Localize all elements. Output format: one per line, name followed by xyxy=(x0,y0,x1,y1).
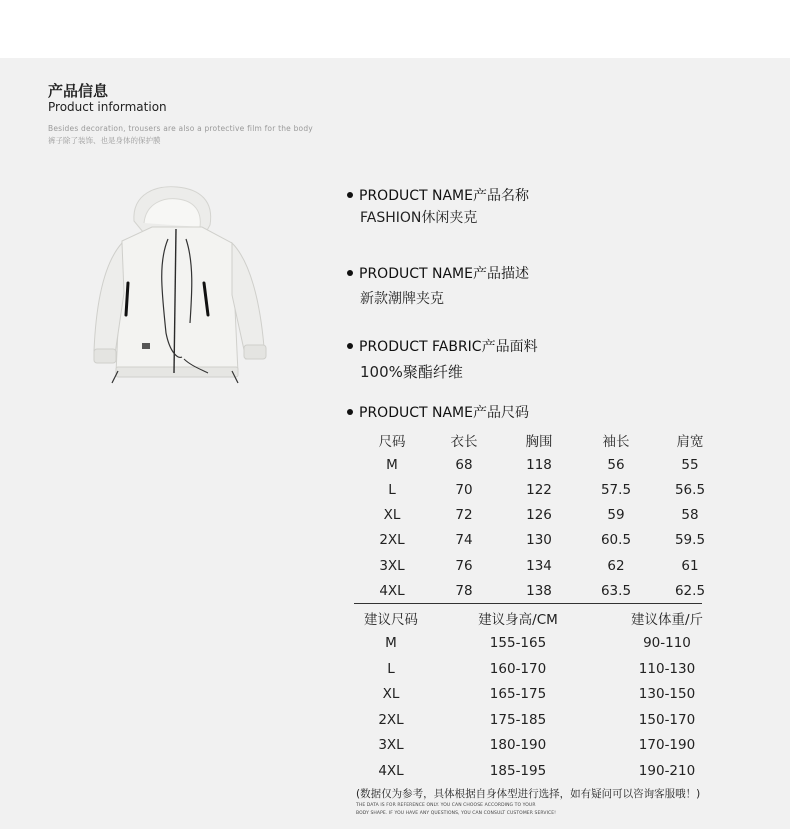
attr-product-desc-label xyxy=(347,263,529,283)
cell: 61 xyxy=(681,557,699,574)
cell: 58 xyxy=(681,507,699,524)
table-row xyxy=(352,758,730,784)
cell: XL xyxy=(383,507,401,524)
cell: L xyxy=(387,660,395,677)
cell: 138 xyxy=(526,582,552,599)
cell: 3XL xyxy=(379,557,405,574)
attr-label: PRODUCT NAME产品名称 xyxy=(359,188,529,204)
table-row xyxy=(352,477,730,502)
cell: M xyxy=(386,456,398,473)
section-subtitle-cn: 裤子除了装饰、也是身体的保护膜 xyxy=(48,136,161,145)
fine-print-line-2: BODY SHAPE. IF YOU HAVE ANY QUESTIONS, YOU CAN CONSULT CUSTOMER SERVICE! xyxy=(356,811,557,816)
cell: 59 xyxy=(607,507,625,524)
cell: 56.5 xyxy=(674,481,706,498)
header-cell: 建议身高/CM xyxy=(478,611,558,628)
size-section-title xyxy=(347,402,529,422)
cell: 68 xyxy=(455,456,473,473)
cell: 76 xyxy=(455,557,473,574)
cell: 70 xyxy=(455,481,473,498)
cell: 56 xyxy=(607,456,625,473)
cell: 90-110 xyxy=(643,635,691,652)
cell: 175-185 xyxy=(489,711,547,728)
cell: 59.5 xyxy=(674,532,706,549)
header-cell: 袖长 xyxy=(602,433,630,450)
bullet-icon xyxy=(347,343,353,349)
attr-label: PRODUCT FABRIC产品面料 xyxy=(359,339,538,355)
size-table-header xyxy=(352,427,730,452)
table-row xyxy=(352,682,730,708)
table-row xyxy=(352,452,730,477)
cell: XL xyxy=(382,686,400,703)
attr-product-fabric-value: 100%聚酯纤维 xyxy=(360,363,463,381)
table-row xyxy=(352,553,730,578)
table-row xyxy=(352,707,730,733)
header-cell: 尺码 xyxy=(378,433,406,450)
jacket-product-image xyxy=(82,183,272,388)
attr-label: PRODUCT NAME产品描述 xyxy=(359,266,529,282)
bullet-icon xyxy=(347,409,353,415)
cell: 165-175 xyxy=(489,686,547,703)
cell: 74 xyxy=(455,532,473,549)
table-row xyxy=(352,528,730,553)
cell: 55 xyxy=(681,456,699,473)
cell: 185-195 xyxy=(489,762,547,779)
cell: 150-170 xyxy=(638,711,696,728)
table-row xyxy=(352,631,730,657)
table-row xyxy=(352,578,730,603)
header-cell: 肩宽 xyxy=(676,433,704,450)
cell: 155-165 xyxy=(489,635,547,652)
size-table xyxy=(352,427,730,603)
cell: 118 xyxy=(526,456,552,473)
attr-product-desc-value: 新款潮牌夹克 xyxy=(360,291,444,307)
cell: 60.5 xyxy=(600,532,632,549)
cell: L xyxy=(388,481,396,498)
cell: 72 xyxy=(455,507,473,524)
cell: 190-210 xyxy=(638,762,696,779)
section-title-en: Product information xyxy=(48,100,167,114)
cell: 62.5 xyxy=(674,582,706,599)
table-row xyxy=(352,503,730,528)
cell: 180-190 xyxy=(489,737,547,754)
cell: 110-130 xyxy=(638,660,696,677)
cell: 2XL xyxy=(378,711,404,728)
table-divider xyxy=(354,603,702,604)
section-subtitle-en: Besides decoration, trousers are also a protective film for the body xyxy=(48,124,313,133)
cell: M xyxy=(385,635,397,652)
attr-product-fabric-label xyxy=(347,336,538,356)
table-row xyxy=(352,656,730,682)
cell: 62 xyxy=(607,557,625,574)
bullet-icon xyxy=(347,192,353,198)
cell: 3XL xyxy=(378,737,404,754)
attr-product-name-label xyxy=(347,185,529,205)
cell: 122 xyxy=(526,481,552,498)
cell: 57.5 xyxy=(600,481,632,498)
section-title-cn: 产品信息 xyxy=(48,82,109,100)
header-cell: 建议体重/斤 xyxy=(630,611,704,628)
recommend-table-header xyxy=(352,605,730,631)
cell: 126 xyxy=(526,507,552,524)
cell: 130 xyxy=(526,532,552,549)
cell: 134 xyxy=(526,557,552,574)
cell: 4XL xyxy=(379,582,405,599)
table-row xyxy=(352,733,730,759)
cell: 160-170 xyxy=(489,660,547,677)
cell: 63.5 xyxy=(600,582,632,599)
bullet-icon xyxy=(347,270,353,276)
cell: 2XL xyxy=(379,532,405,549)
recommend-table xyxy=(352,605,730,784)
cell: 4XL xyxy=(378,762,404,779)
reference-note: (数据仅为参考，具体根据自身体型进行选择，如有疑问可以咨询客服哦！) xyxy=(356,788,701,800)
cell: 170-190 xyxy=(638,737,696,754)
header-cell: 胸围 xyxy=(525,433,553,450)
header-cell: 建议尺码 xyxy=(364,611,418,628)
cell: 130-150 xyxy=(638,686,696,703)
fine-print-line-1: THE DATA IS FOR REFERENCE ONLY. YOU CAN CHOOSE ACCORDING TO YOUR xyxy=(356,803,536,808)
cell: 78 xyxy=(455,582,473,599)
size-section-label: PRODUCT NAME产品尺码 xyxy=(359,405,529,421)
header-cell: 衣长 xyxy=(450,433,478,450)
attr-product-name-value: FASHION休闲夹克 xyxy=(360,210,478,226)
